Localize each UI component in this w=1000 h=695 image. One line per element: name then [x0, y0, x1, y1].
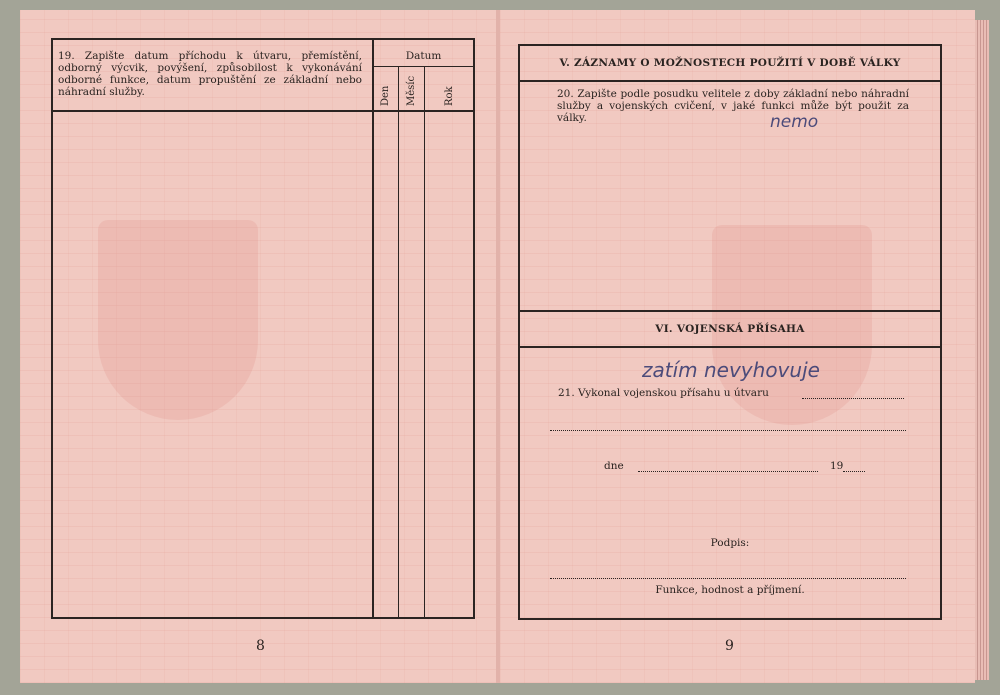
unit-dotted-line-2 [550, 430, 906, 431]
page-number-right: 9 [725, 638, 734, 654]
page-edges [975, 20, 989, 680]
section-vi-top-line [518, 310, 942, 312]
date-subheader-line [374, 66, 473, 67]
section-v-divider [518, 80, 942, 82]
date-header: Datum [405, 50, 442, 62]
record-table [51, 38, 475, 619]
item-20-text: 20. Zapište podle posudku velitele z doby základní nebo náhradní služby a vojenských cvičení, v jaké funkci může být použit za války. [557, 88, 909, 124]
signature-dotted-line [550, 578, 906, 579]
left-page [20, 10, 498, 683]
unit-dotted-line [802, 398, 904, 399]
col-day: Den [380, 85, 391, 106]
item-20-handwriting: nemo [770, 112, 819, 132]
item-19-text: 19. Zapište datum příchodu k útvaru, přemístění, odborný výcvik, povýšení, způsobilost k vykonávání odborné funkce, datum propuštění ze základní nebo náhradní služby. [58, 50, 362, 98]
oath-handwritten-note: zatím nevyhovuje [642, 358, 820, 382]
date-label: dne [604, 460, 624, 472]
date-column-divider [372, 40, 374, 617]
day-month-divider [398, 67, 399, 617]
section-v-title: V. ZÁZNAMY O MOŽNOSTECH POUŽITÍ V DOBĚ VÁLKY [559, 57, 901, 69]
col-month: Měsíc [406, 75, 417, 106]
table-header-divider [51, 110, 475, 112]
function-label: Funkce, hodnost a příjmení. [655, 584, 805, 596]
month-year-divider [424, 67, 425, 617]
year-dotted-line [843, 471, 865, 472]
year-prefix: 19 [830, 460, 844, 472]
signature-label: Podpis: [710, 537, 750, 549]
page-number-left: 8 [256, 638, 265, 654]
section-vi-divider [518, 346, 942, 348]
right-page [500, 10, 975, 683]
date-dotted-line [638, 471, 818, 472]
item-21-text: 21. Vykonal vojenskou přísahu u útvaru [558, 387, 769, 399]
section-vi-title: VI. VOJENSKÁ PŘÍSAHA [655, 323, 805, 335]
col-year: Rok [444, 86, 455, 106]
